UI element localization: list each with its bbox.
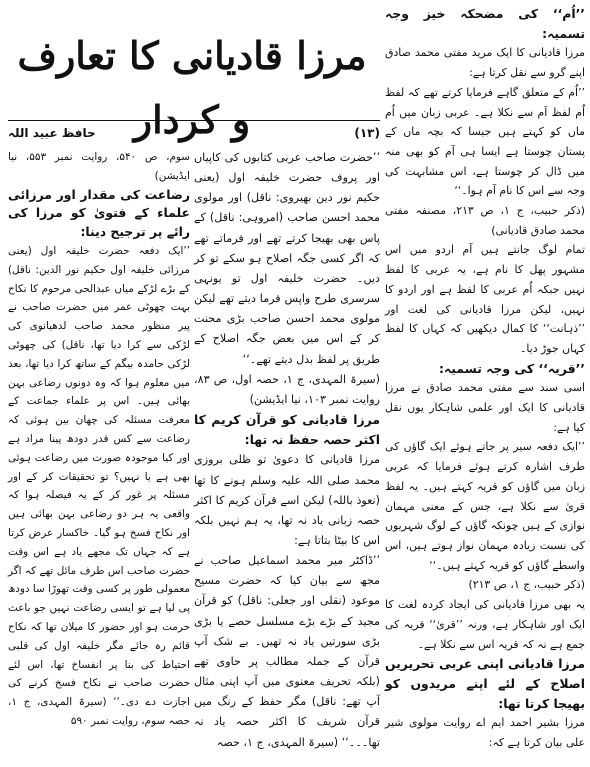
paragraph: ’’ڈاکٹر میر محمد اسماعیل صاحب نے مجھ سے بیان کیا کہ حضرت مسیح موعود (نقلی اور جعلی: ناقل) کو قرآن مجید کے بڑے بڑے مسلسل حصے یا بڑی بڑی سورتیں یاد نہ تھیں۔ بے شک آپ قرآن کے جملہ مطالب پر حاوی تھے (بلکہ تحریف معنوی میں آپ اپنی مثال آپ تھے: ناقل) مگر حفظ کے رنگ میں قرآن شریف کا اکثر حصہ یاد نہ تھا۔۔۔‘‘ (سیرۃ المہدی، ج ۱، حصہ [194,554,380,749]
section-heading: رضاعت کی مقدار اور مرزائی علماء کے فتویٰ کو مرزا کی رائے پر ترجیح دینا: [8,186,190,240]
column-middle [194,148,380,753]
paragraph: مرزا بشیر احمد ایم اے روایت مولوی شیر علی بیان کرتا ہے کہ: [385,716,585,750]
section-heading: مرزا قادیانی اپنی عربی تحریریں اصلاح کے لئے اپنے مریدوں کو بھیجا کرتا تھا: [385,656,585,711]
paragraph: مرزا قادیانی کا ایک مرید مفتی محمد صادق اپنے گرو سے نقل کرتا ہے: [385,46,585,80]
paragraph: ’’اُم کے متعلق گاہے فرمایا کرتے تھے کہ لفظ اُم لفظ اَم سے نکلا ہے۔ عربی زبان میں اُم ماں کو کہتے ہیں جیسا کہ بچہ ماں کے پستان چوستا ہے ایسا ہی آم کو بھی منہ میں ڈال کر چوستا ہے، اس مشابہت کی وجہ سے اس کا نام آم ہوا۔‘‘ [385,85,585,198]
author-name: حافظ عبید اللہ [8,126,96,140]
paragraph: ’’اُم‘‘ کی مضحکہ خیز وجہ تسمیہ: [385,6,585,41]
paragraph: ’’ایک دفعہ سیر پر جاتے ہوئے ایک گاؤں کی طرف اشارہ کرتے ہوئے فرمایا کہ عربی زبان میں گاؤں کو قریہ کہتے ہیں۔ یہ لفظ قریٰ سے نکلا ہے، جس کے معنی مہمان نوازی کے ہیں چونکہ گاؤں کے لوگ شہریوں کی نسبت زیادہ مہمان نواز ہوتے ہیں، اس واسطے گاؤں کو قریہ کہتے ہیں۔‘‘ [385,440,585,572]
column-right [385,4,585,753]
citation: (سیرۃ المہدی، ج ۱، حصہ اول، ص ۸۳، روایت نمبر ۱۰۳، نیا ایڈیشن) [194,372,380,406]
citation: (ذکر حبیب، ج ۱، ص ۲۱۳، مصنفہ مفتی محمد صادق قادیانی) [385,204,585,237]
paragraph: مرزا قادیانی کا دعویٰ تو ظلی بروزی محمد صلی اللہ علیہ وسلم ہونے کا تھا (نعوذ باللہ) لیکن اسے قرآن کریم کا اکثر حصہ زبانی یاد نہ تھا، یہ ہم نہیں بلکہ اس کا بیٹا بتاتا ہے: [194,453,380,547]
paragraph: ’’ایک دفعہ حضرت خلیفہ اول (یعنی مرزائی خلیفہ اول حکیم نور الدین: ناقل) کے بڑے لڑکے میاں عبدالحی مرحوم کا نکاح بہت چھوٹی عمر میں حضرت صاحب نے پیر منظور محمد صاحب لدھیانوی کی لڑکی سے کرا دیا تھا، ناقل) کی چھوٹی لڑکی حامدہ بیگم کے ساتھ کرا دیا تھا، بعد میں معلوم ہوا کہ وہ دونوں رضاعی بہن بھائی ہیں۔ اس پر علماء جماعت کے معرفت مسئلہ کی چھان بین ہوئی کہ رضاعت سے کس قدر دودھ پینا مراد ہے اور کیا موجودہ صورت میں رضاعت ہوئی بھی ہے یا نہیں؟ تو تحقیقات کر کے اور مسئلہ پر غور کر کے یہ فیصلہ ہوا کہ واقعی یہ ہر دو رضاعی بہن بھائی ہیں اور نکاح فسخ ہو گیا۔ خاکسار عرض کرتا ہے کہ جہاں تک مجھے یاد ہے اس وقت حضرت صاحب اس طرف مائل تھے کہ اگر معمولی طور پر کسی وقت تھوڑا سا دودھ پی لیا ہے تو ایسی رضاعت نہیں جو باعث حرمت ہو اور حضور کا میلان تھا کہ نکاح قائم رہ جائے مگر خلیفہ اول کی قلبی احتیاط کی بنا پر انفساخ تھا، اس لئے حضرت صاحب نے نکاح فسخ کرنے کی اجازت دے دی۔‘‘ (سیرۃ المہدی، ج ۱، حصہ سوم، روایت نمبر ۵۹۰ [8,244,190,727]
paragraph: تمام لوگ جانتے ہیں آم اردو میں اس مشہور پھل کا نام ہے، یہ عربی کا لفظ نہیں جبکہ اُم عربی کا لفظ ہے اور اردو کا نہیں، لیکن مرزا قادیانی کی لغت اور ’’ذہانت‘‘ کا کمال دیکھیں کہ کہاں کا لفظ کہاں جوڑ دیا۔ [385,243,585,355]
header-divider [8,120,380,121]
paragraph: یہ بھی مرزا قادیانی کی ایجاد کردہ لغت کا ایک اور شاہکار ہے، ورنہ ’’قریٰ‘‘ قریہ کی جمع ہے نہ کہ قریہ اس سے نکلا ہے۔ [385,598,585,651]
paragraph: اسی سند سے مفتی محمد صادق نے مرزا قادیانی کا ایک اور علمی شاہکار یوں نقل کیا ہے: [385,381,585,434]
citation: سوم، ص ۵۴۰، روایت نمبر ۵۵۳، نیا ایڈیشن) [8,151,190,182]
section-heading: مرزا قادیانی کو قرآن کریم کا اکثر حصہ حفظ نہ تھا: [194,412,380,448]
page-number: (۱۳) [354,126,380,140]
citation: (ذکر حبیب، ج ۱، ص ۲۱۳) [468,578,585,592]
page-title: مرزا قادیانی کا تعارف و کردار [17,33,367,142]
section-heading: ’’قریہ‘‘ کی وجہ تسمیہ: [439,360,585,376]
column-left [8,148,190,731]
paragraph: ’’حضرت صاحب عربی کتابوں کی کاپیاں اور پروف حضرت خلیفہ اول (یعنی حکیم نور دین بھیروی: ناقل) اور مولوی محمد احسن صاحب (امروہی: ناقل) کے پاس بھی بھیجا کرتے تھے اور فرماتے تھے کہ اگر کسی جگہ اصلاح ہو سکے تو کر دیں۔ حضرت خلیفہ اول تو یونہی سرسری طرح واپس فرما دیتے تھے لیکن مولوی محمد احسن صاحب بڑی محنت کر کے اس میں بعض جگہ اصلاح کے طریق پر لفظ بدل دیتے تھے۔‘‘ [194,151,380,366]
